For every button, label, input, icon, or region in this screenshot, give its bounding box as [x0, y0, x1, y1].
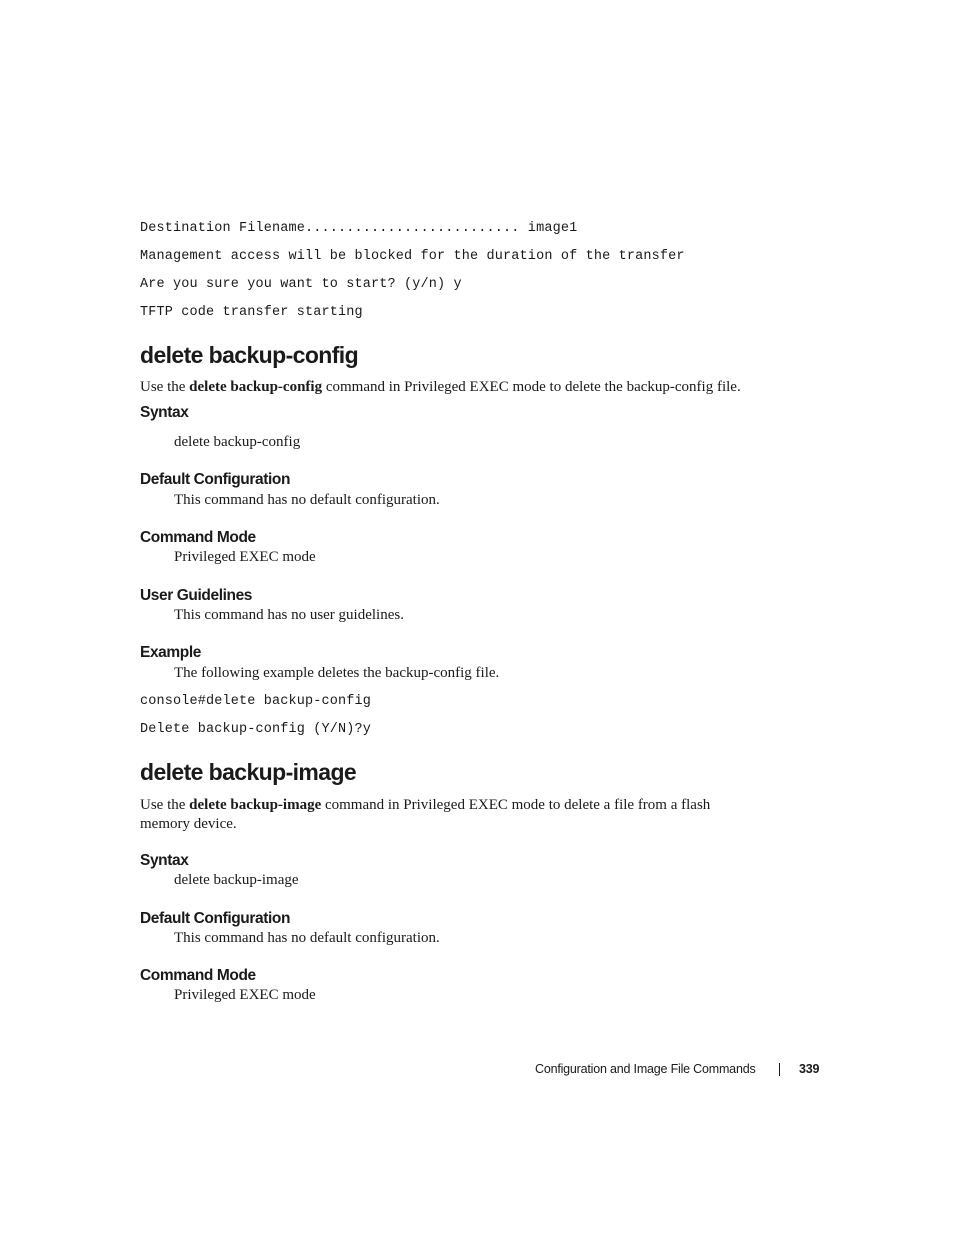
syntax-heading: Syntax	[140, 404, 189, 421]
syntax-text: delete backup-config	[174, 434, 301, 450]
code-line: console#delete backup-config	[140, 694, 372, 709]
code-line: Delete backup-config (Y/N)?y	[140, 722, 372, 737]
intro-suffix: command in Privileged EXEC mode to delete the backup-config file.	[322, 379, 741, 395]
code-line: Destination Filename.......................... image1	[140, 221, 578, 236]
user-guidelines-text: This command has no user guidelines.	[174, 607, 404, 623]
command-mode-heading: Command Mode	[140, 967, 256, 984]
footer-chapter: Configuration and Image File Commands	[535, 1062, 756, 1076]
default-config-heading: Default Configuration	[140, 910, 291, 927]
intro-command: delete backup-image	[189, 797, 322, 813]
default-config-text: This command has no default configuration.	[174, 930, 440, 946]
code-line: Are you sure you want to start? (y/n) y	[140, 277, 462, 292]
intro-prefix: Use the	[140, 379, 190, 395]
page-number: 339	[799, 1062, 820, 1076]
intro-command: delete backup-config	[189, 379, 323, 395]
default-config-heading: Default Configuration	[140, 471, 291, 488]
section-intro	[140, 796, 740, 834]
example-text: The following example deletes the backup-config file.	[174, 665, 500, 681]
user-guidelines-heading: User Guidelines	[140, 587, 253, 604]
section-intro	[140, 379, 741, 396]
syntax-heading: Syntax	[140, 852, 189, 869]
section-title: delete backup-config	[140, 342, 359, 368]
intro-prefix: Use the	[140, 797, 190, 813]
command-mode-text: Privileged EXEC mode	[174, 987, 316, 1003]
code-line: TFTP code transfer starting	[140, 305, 363, 320]
command-mode-heading: Command Mode	[140, 529, 256, 546]
intro-suffix: command in Privileged EXEC mode to delete a file from a flash memory device.	[140, 797, 711, 832]
command-mode-text: Privileged EXEC mode	[174, 549, 316, 565]
syntax-text: delete backup-image	[174, 872, 299, 888]
section-title: delete backup-image	[140, 759, 357, 785]
example-heading: Example	[140, 644, 201, 661]
code-line: Management access will be blocked for the duration of the transfer	[140, 249, 685, 264]
footer-divider	[779, 1063, 780, 1076]
default-config-text: This command has no default configuration.	[174, 492, 440, 508]
